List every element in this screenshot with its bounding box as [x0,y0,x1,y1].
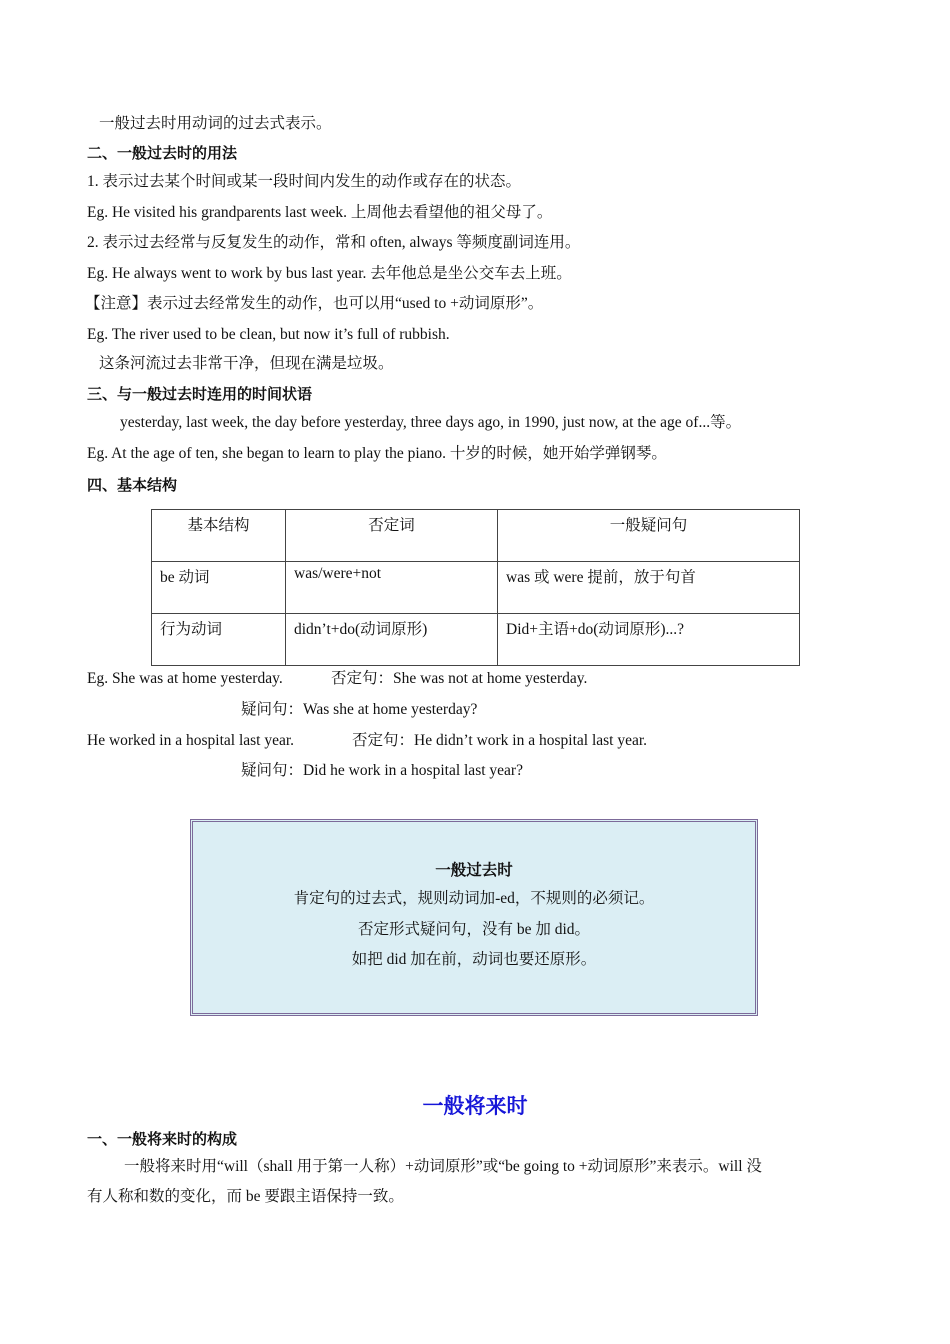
table-row [152,562,800,614]
adverbials-heading: 三、与一般过去时连用的时间状语 [87,385,313,403]
header-question: 一般疑问句 [498,510,800,562]
mnemonic-line: 否定形式疑问句，没有 be 加 did。 [357,921,591,938]
header-structure: 基本结构 [152,510,286,562]
example-2-negative: 否定句：He didn’t work in a hospital last year. [352,732,648,749]
mnemonic-box [190,819,758,1016]
mnemonic-line: 肯定句的过去式，规则动词加-ed，不规则的必须记。 [293,890,655,907]
example-1-negative: 否定句：She was not at home yesterday. [331,670,588,687]
example-1-question: 疑问句：Was she at home yesterday? [241,701,478,718]
example-1-statement: Eg. She was at home yesterday. [87,670,283,687]
mnemonic-title: 一般过去时 [435,861,513,879]
adverbials-list: yesterday, last week, the day before yesterday, three days ago, in 1990, just now, at the age of...等。 [120,414,742,431]
table-cell: be 动词 [152,562,286,614]
structure-heading: 四、基本结构 [87,476,178,494]
table-cell: 行为动词 [152,614,286,666]
table-cell: Did+主语+do(动词原形)...? [498,614,800,666]
future-heading: 一、一般将来时的构成 [87,1130,238,1148]
table-row [152,614,800,666]
usage-heading: 二、一般过去时的用法 [87,144,238,162]
adverbials-example: Eg. At the age of ten, she began to learn to play the piano. 十岁的时候，她开始学弹钢琴。 [87,445,667,462]
note-example: Eg. The river used to be clean, but now it’s full of rubbish. [87,326,450,343]
usage-1: 1. 表示过去某个时间或某一段时间内发生的动作或存在的状态。 [87,173,522,190]
future-paragraph-line1: 一般将来时用“will（shall 用于第一人称）+动词原形”或“be going to +动词原形”来表示。will 没 [124,1158,762,1175]
future-title: 一般将来时 [422,1094,528,1118]
structure-table [151,509,800,666]
table-cell: didn’t+do(动词原形) [286,614,498,666]
table-cell: was 或 were 提前，放于句首 [498,562,800,614]
header-negative: 否定词 [286,510,498,562]
table-cell: was/were+not [286,562,498,614]
example-2-question: 疑问句：Did he work in a hospital last year? [241,762,523,779]
table-header-row [152,510,800,562]
note-example-translation: 这条河流过去非常干净，但现在满是垃圾。 [99,355,394,372]
usage-2-example: Eg. He always went to work by bus last year. 去年他总是坐公交车去上班。 [87,265,572,282]
intro-text: 一般过去时用动词的过去式表示。 [99,115,332,132]
mnemonic-line: 如把 did 加在前，动词也要还原形。 [351,951,597,968]
example-2-statement: He worked in a hospital last year. [87,732,295,749]
usage-2: 2. 表示过去经常与反复发生的动作，常和 often, always 等频度副词连用。 [87,234,581,251]
usage-1-example: Eg. He visited his grandparents last week. 上周他去看望他的祖父母了。 [87,204,553,221]
future-paragraph-line2: 有人称和数的变化，而 be 要跟主语保持一致。 [87,1188,404,1205]
note: 【注意】表示过去经常发生的动作，也可以用“used to +动词原形”。 [85,295,544,312]
